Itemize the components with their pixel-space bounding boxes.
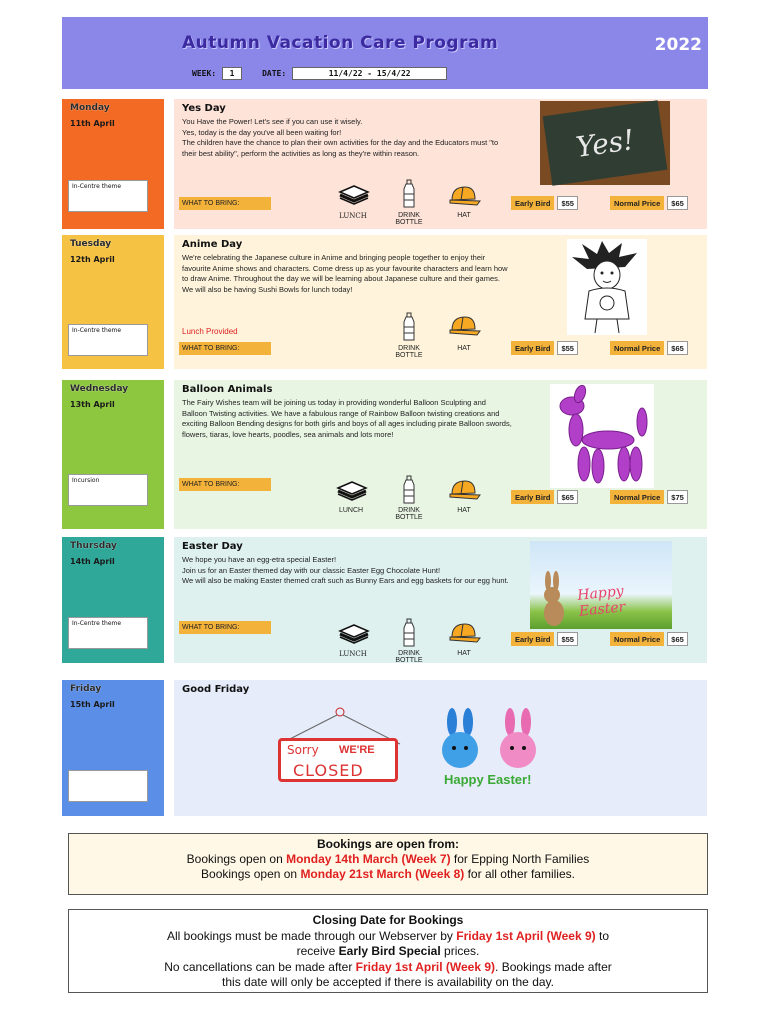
week-date-row [192,67,447,80]
text: No cancellations can be made after [164,959,356,974]
text: Bookings open on [186,852,287,866]
text: prices. [440,944,480,958]
early-bird-value: $55 [557,632,578,646]
sign-closed: CLOSED [293,761,364,780]
hat-label: HAT [457,212,471,219]
what-to-bring-label: WHAT TO BRING: [179,342,271,355]
chalkboard-image [540,101,670,185]
closing-line-4: this date will only be accepted if there is availability on the day. [222,975,554,989]
day-column-friday [62,680,164,816]
drink-bottle-label: DRINK BOTTLE [395,345,423,359]
closing-line-3 [69,960,707,976]
drink-bottle-icon [399,617,419,649]
hat-icon [446,184,482,208]
early-bird-price [511,341,578,355]
date-value: 11/4/22 - 15/4/22 [292,67,447,80]
desc-line: You Have the Power! Let's see if you can use it wisely. [182,117,363,126]
happy-easter-image [530,541,672,629]
activity-title: Anime Day [182,239,243,250]
hat-icon [446,314,482,338]
highlight-date: Monday 14th March (Week 7) [286,852,451,866]
day-date: 11th April [70,119,115,128]
early-bird-label: Early Bird [511,632,554,646]
closing-date-box [68,909,708,993]
text: to [595,928,609,943]
text: All bookings must be made through our Webserver by [167,928,457,943]
hat-label: HAT [457,345,471,352]
drink-bottle-label: DRINK BOTTLE [395,650,423,664]
day-date: 15th April [70,700,115,709]
hat-label: HAT [457,507,471,514]
normal-price-label: Normal Price [610,490,664,504]
week-value: 1 [222,67,242,80]
closing-heading: Closing Date for Bookings [312,913,464,927]
highlight-date: Monday 21st March (Week 8) [300,867,465,881]
lunch-label: LUNCH [339,650,367,658]
activity-description: We're celebrating the Japanese culture in Anime and bringing people together to enjoy their favourite Anime shows and characters. Come dress up as your favourite characters and learn how to draw Anime. Throughout the day we will be learning about Japanese culture and their games. We will also be having Sushi Bowls for lunch today! [182,253,508,294]
theme-box: Incursion [68,474,148,506]
text: for Epping North Families [450,852,590,866]
normal-price-label: Normal Price [610,632,664,646]
activity-panel-monday [174,99,707,229]
bookings-line-1 [69,852,707,867]
normal-price [610,632,688,646]
day-date: 14th April [70,557,115,566]
activity-description [182,117,512,159]
closing-line-2 [69,944,707,960]
activity-panel-thursday [174,537,707,663]
sandwich-icon [334,182,374,208]
normal-price-value: $75 [667,490,688,504]
lunch-label: LUNCH [338,507,364,514]
activity-title: Easter Day [182,541,243,552]
early-bird-price [511,490,578,504]
normal-price [610,341,688,355]
theme-box: In-Centre theme [68,324,148,356]
sign-sorry: Sorry [287,743,319,757]
normal-price [610,196,688,210]
drink-bottle-icon [399,178,419,210]
lunch-label: LUNCH [339,212,367,220]
bookings-line-2 [69,867,707,882]
normal-price-value: $65 [667,341,688,355]
balloon-dog-image [550,384,654,488]
program-header [62,17,708,89]
anime-character-image [567,239,647,335]
activity-panel-tuesday [174,235,707,369]
activity-description [182,555,512,587]
date-label: DATE: [262,69,287,78]
desc-line: Join us for an Easter themed day with our classic Easter Egg Chocolate Hunt! [182,565,441,575]
early-bird-price [511,632,578,646]
program-year: 2022 [654,35,702,55]
happy-easter-text: Happy Easter [576,583,627,620]
normal-price-label: Normal Price [610,341,664,355]
desc-line: We will also be making Easter themed craft such as Bunny Ears and egg baskets for our egg hunt. [182,576,509,586]
sandwich-icon [334,621,374,647]
day-name: Thursday [70,541,117,551]
drink-bottle-icon [399,474,419,506]
drink-bottle-icon [399,311,419,343]
day-date: 12th April [70,255,115,264]
day-column-monday [62,99,164,229]
day-column-thursday [62,537,164,663]
desc-line: We hope you have an egg-etra special Easter! [182,555,337,564]
highlight-text: Early Bird Special [338,944,441,958]
normal-price [610,490,688,504]
activity-title: Yes Day [182,103,226,114]
day-name: Tuesday [70,239,112,249]
bookings-heading: Bookings are open from: [316,837,459,851]
text: for all other families. [464,867,575,881]
activity-title: Good Friday [182,684,250,695]
early-bird-value: $55 [557,196,578,210]
what-to-bring-label: WHAT TO BRING: [179,197,271,210]
lunch-provided-note: Lunch Provided [182,327,238,336]
activity-title: Balloon Animals [182,384,273,395]
day-column-tuesday [62,235,164,369]
text: receive [296,944,339,958]
activity-panel-wednesday [174,380,707,529]
desc-line: Yes, today is the day you've all been waiting for! [182,127,342,137]
activity-description: The Fairy Wishes team will be joining us today in providing wonderful Balloon Sculpting and Balloon Twisting activities. We have a fabulous range of Rainbow Balloon twisting creations and exciting Balloon Bending designs for both girls and boys of all ages including pirate Balloon swords, flowers, tiaras, love hearts, poodles, sea animals and lots more! [182,398,512,439]
drink-bottle-label: DRINK BOTTLE [395,212,423,226]
early-bird-value: $65 [557,490,578,504]
hat-label: HAT [457,650,471,657]
activity-panel-friday [174,680,707,816]
day-date: 13th April [70,400,115,409]
desc-line: The children have the chance to plan their own activities for the day and the Educators must "to their best ability", perform the activities as long as they're within reason. [182,138,499,158]
chalkboard-text: Yes! [543,100,668,185]
what-to-bring-label: WHAT TO BRING: [179,621,271,634]
week-label: WEEK: [192,69,217,78]
normal-price-value: $65 [667,196,688,210]
normal-price-value: $65 [667,632,688,646]
day-name: Wednesday [70,384,129,394]
early-bird-label: Early Bird [511,490,554,504]
easter-bunnies-image [430,706,550,790]
sandwich-icon [332,478,372,504]
early-bird-label: Early Bird [511,196,554,210]
text: Bookings open on [201,867,301,881]
early-bird-value: $55 [557,341,578,355]
happy-easter-text: Happy Easter! [444,772,532,787]
day-column-wednesday [62,380,164,529]
early-bird-price [511,196,578,210]
hat-icon [446,621,482,645]
closed-sign-board [278,738,398,782]
day-name: Monday [70,103,110,113]
theme-box: In-Centre theme [68,617,148,649]
bookings-box [68,833,708,895]
highlight-date: Friday 1st April (Week 9) [456,928,596,943]
text: . Bookings made after [495,959,612,974]
closing-line-1 [69,929,707,945]
hat-icon [446,478,482,502]
normal-price-label: Normal Price [610,196,664,210]
program-title: Autumn Vacation Care Program [182,33,499,53]
day-name: Friday [70,684,102,694]
early-bird-label: Early Bird [511,341,554,355]
highlight-date: Friday 1st April (Week 9) [355,959,496,974]
sign-were: WE'RE [339,744,375,756]
drink-bottle-label: DRINK BOTTLE [395,507,423,521]
theme-box: In-Centre theme [68,180,148,212]
theme-box [68,770,148,802]
closed-sign [274,706,406,796]
what-to-bring-label: WHAT TO BRING: [179,478,271,491]
